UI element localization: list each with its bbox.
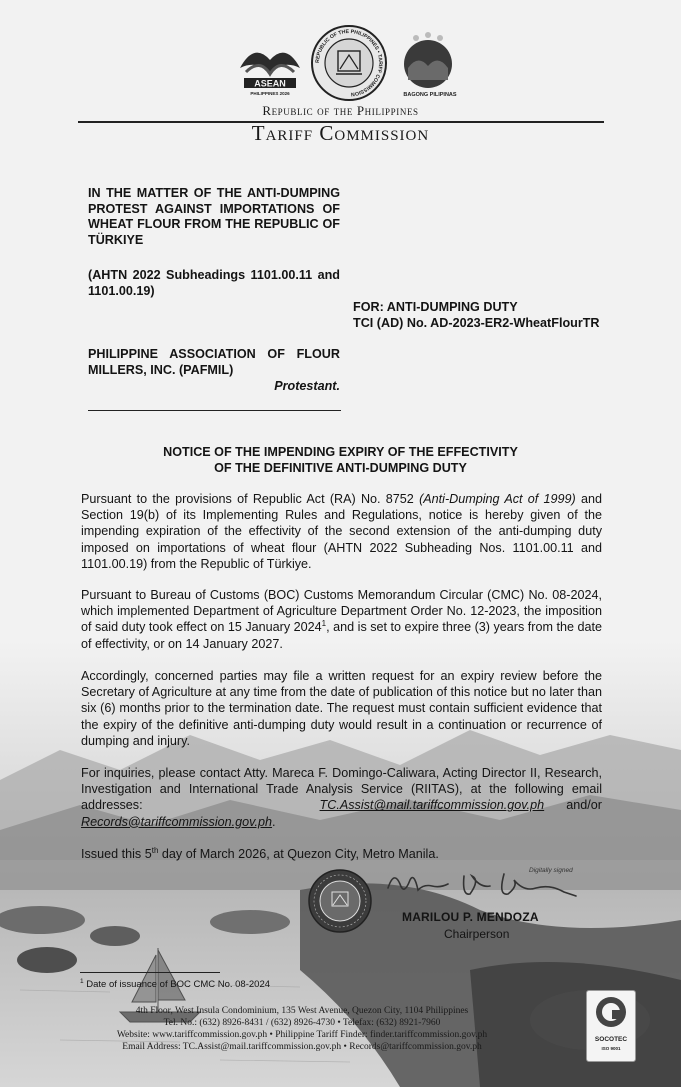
footnote-number: 1 (80, 977, 84, 985)
handwritten-signature (380, 866, 580, 906)
footnote-marker: 1 (321, 619, 327, 629)
cert-standard: ISO 9001 (601, 1046, 621, 1051)
asean-logo (236, 38, 304, 100)
digitally-signed-label: Digitally signed (529, 867, 573, 874)
p4-end: . (272, 814, 276, 829)
email-link-assist[interactable]: TC.Assist@mail.tariffcommission.gov.ph (319, 798, 545, 813)
iso-certification-badge (586, 990, 636, 1062)
for-line: FOR: ANTI-DUMPING DUTY (353, 300, 518, 314)
footnote (80, 979, 270, 990)
socotec-icon (595, 996, 627, 1028)
bagong-pilipinas-text: BAGONG PILIPINAS (403, 92, 457, 98)
p1-act-title: (Anti-Dumping Act of 1999) (419, 492, 576, 506)
asean-logo-text: ASEAN (254, 78, 286, 89)
p5-text-b: day of March 2026, at Quezon City, Metro Manila. (158, 847, 439, 861)
contact-website: Website: www.tariffcommission.gov.ph • Philippine Tariff Finder: finder.tariffcommission.gov.ph (116, 1030, 488, 1040)
email-link-records[interactable]: Records@tariffcommission.gov.ph (81, 814, 273, 829)
paragraph-expiry-review: Accordingly, concerned parties may file a written request for an expiry review before the Secretary of Agriculture at any time from the date of publication of this notice but no later than six (6) months prior to the termination date. The request must contain sufficient evidence that the expiry of the definitive anti-dumping duty would result in a continuation or recurrence of dumping and injury. (81, 669, 602, 748)
signatory-name: MARILOU P. MENDOZA (402, 910, 539, 924)
protestant-label: Protestant. (274, 379, 340, 393)
cert-brand: SOCOTEC (594, 1036, 628, 1043)
header-logos (236, 24, 468, 102)
p5-text-a: Issued this 5 (81, 847, 152, 861)
notice-title-line-1: NOTICE OF THE IMPENDING EXPIRY OF THE EFFECTIVITY (163, 445, 518, 459)
contact-address: 4th Floor, West Insula Condominium, 135 West Avenue, Quezon City, 1104 Philippines (135, 1006, 469, 1016)
bagong-pilipinas-logo (392, 30, 468, 100)
notice-title-line-2: OF THE DEFINITIVE ANTI-DUMPING DUTY (214, 460, 467, 475)
paragraph-inquiries (81, 765, 602, 830)
protestant-party: PHILIPPINE ASSOCIATION OF FLOUR MILLERS, INC. (PAFMIL) (88, 347, 340, 377)
dry-seal-icon (307, 868, 373, 934)
contact-phone: Tel. No.: (632) 8926-8431 / (632) 8926-4730 • Telefax: (632) 8921-7960 (163, 1018, 441, 1028)
signatory-title: Chairperson (444, 927, 510, 941)
case-reference (353, 300, 633, 331)
paragraph-issued (81, 846, 602, 862)
notice-title (0, 445, 681, 476)
commission-heading: Tariff Commission (251, 121, 430, 145)
caption-rule (88, 410, 341, 411)
seal-ring-text: REPUBLIC OF THE PHILIPPINES • TARIFF COMMISSION (314, 28, 384, 97)
paragraph-effectivity (81, 587, 602, 652)
tci-number: TCI (AD) No. AD-2023-ER2-WheatFlourTR (353, 315, 600, 330)
contact-email: Email Address: TC.Assist@mail.tariffcommission.gov.ph • Records@tariffcommission.gov.ph (122, 1042, 482, 1052)
p1-text-b: and Section 19(b) of its Implementing Rules and Regulations, notice is hereby given of the impending expiration of the effectivity of the second extension of the anti-dumping duty imposed on importations of wheat flour (AHTN 2022 Subheading Nos. 1101.00.11 and 1101.00.19) from the Republic of Türkiye. (81, 492, 602, 571)
p1-text-a: Pursuant to the provisions of Republic Act (RA) No. 8752 (81, 492, 420, 506)
asean-logo-subtext: PHILIPPINES 2026 (250, 91, 290, 96)
tariff-commission-seal (310, 24, 388, 102)
republic-heading: Republic of the Philippines (262, 103, 419, 118)
p5-ordinal: th (151, 845, 159, 855)
p2-text-a: Pursuant to Bureau of Customs (BOC) Customs Memorandum Circular (CMC) No. 08-2024, which implemented Department of Agriculture Department Order No. 12-2023, the imposition of said duty took effect on 15 January 2024 (81, 588, 602, 635)
p4-and: and/or (544, 798, 602, 813)
p4-text-a: For inquiries, please contact Atty. Mareca F. Domingo-Caliwara, Acting Director II, Research, Investigation and International Trade Analysis Service (RIITAS), at the following email addresses: (81, 766, 602, 813)
footnote-text: Date of issuance of BOC CMC No. 08-2024 (83, 979, 271, 990)
footnote-rule (80, 972, 220, 973)
case-ahtn: (AHTN 2022 Subheadings 1101.00.11 and 1101.00.19) (88, 268, 340, 298)
paragraph-legal-basis (81, 491, 602, 572)
case-matter: IN THE MATTER OF THE ANTI-DUMPING PROTEST AGAINST IMPORTATIONS OF WHEAT FLOUR FROM THE REPUBLIC OF TÜRKIYE (88, 186, 340, 247)
p2-text-b: , and is set to expire three (3) years from the date of effectivity, or on 14 January 2027. (81, 620, 602, 651)
